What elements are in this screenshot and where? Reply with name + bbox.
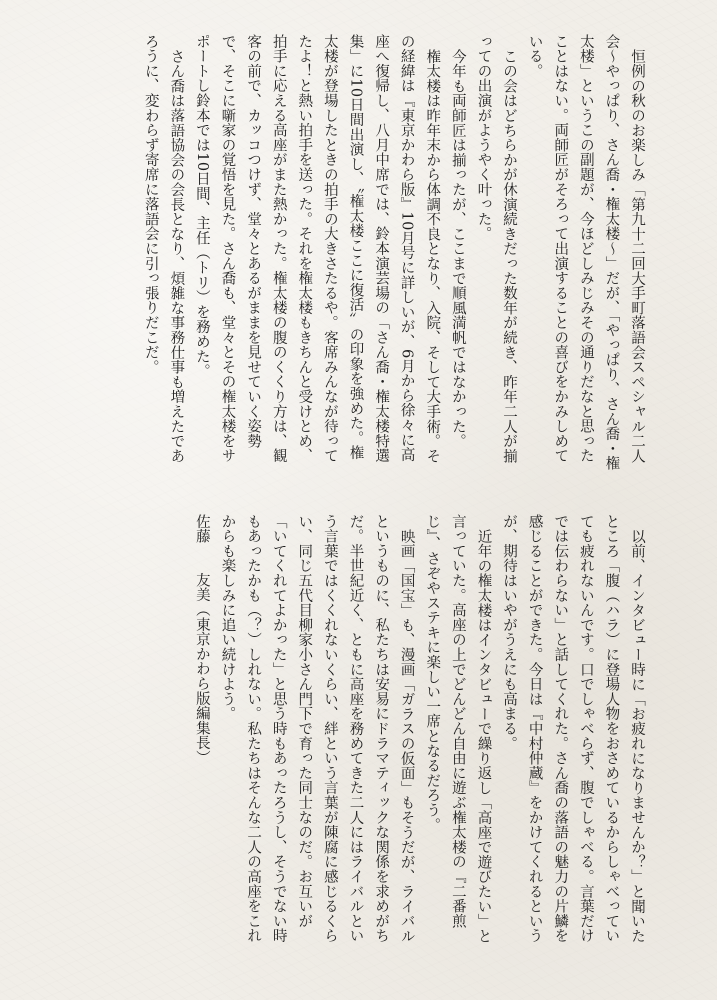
author-surname: 佐藤 [193,514,210,544]
paragraph: 恒例の秋のお楽しみ「第九十二回大手町落語会スペシャル二人会〜やっぱり、さん喬・権太楼〜」だが、「やっぱり、さん喬・権太楼」というこの副題が、今ほどしみじみその通りだなと思ったことはない。両師匠がそろって出演することの喜びをかみしめている。 [526,34,645,471]
article-upper-section [69,34,649,474]
article-lower-section [69,514,649,954]
paragraph: 今年も両師匠は揃ったが、ここまで順風満帆ではなかった。 [449,48,466,449]
author-signature [188,514,214,954]
paragraph: さん喬は落語協会の会長となり、煩雑な事務仕事も増えたであろうに、変わらず寄席に落語会に引っ張りだこだ。 [142,34,185,463]
paragraph: 権太楼は昨年末から体調不良となり、入院、そして大手術。その経緯は『東京かわら版』10月号に詳しいが、6月から徐々に高座へ復帰し、八月中席では、鈴本演芸場の「さん喬・権太楼特選集」に10日間出演し、〝権太楼ここに復活〟の印象を強めた。権太楼が登場したときの拍手の大きさたるや。客席みんなが待ってたよ！と熱い拍手を送った。それを権太楼もきちんと受けとめ、拍手に応える高座がまた熱かった。権太楼の腹のくくり方は、観客の前で、カッコつけず、堂々とあるがままを見せていく姿勢で、そこに噺家の覚悟を見た。さん喬も、堂々とその権太楼をサポートし鈴本では10日間、主任（トリ）を務めた。 [193,34,441,464]
author-title: （東京かわら版編集長） [193,602,210,766]
author-given-name: 友美 [193,572,210,603]
paragraph: 近年の権太楼はインタビューで繰り返し「高座で遊びたい」と言っていた。高座の上でどんどん自由に遊ぶ権太楼の『二番煎じ』、さぞやステキに楽しい一席となるだろう。 [424,514,492,943]
paragraph: 映画「国宝」も、漫画「ガラスの仮面」もそうだが、ライバルというものに、私たちは安易にドラマティックな関係を求めがちだ。半世紀近く、ともに高座を務めてきた二人にはライバルという言葉ではくくれないくらい、絆という言葉が陳腐に感じるくらい、同じ五代目柳家小さん門下で育った同士なのだ。お互いが「いてくれてよかった」と思う時もあったろうし、そうでない時もあったかも（？）しれない。私たちはそんな二人の高座をこれからも楽しみに追い続けよう。 [219,514,415,944]
paragraph: 以前、インタビュー時に「お疲れになりませんか？」と聞いたところ「腹（ハラ）に登場人物をおさめているからしゃべっていても疲れないんです。口でしゃべらず、腹でしゃべる。言葉だけでは伝わらない」と話してくれた。さん喬の落語の魅力の片鱗を感じることができた。今日は『中村仲蔵』をかけてくれるというが、期待はいやがうえにも高まる。 [501,514,645,944]
paragraph: この会はどちらかが休演続きだった数年が続き、昨年二人が揃っての出演がようやく叶った。 [475,34,518,463]
